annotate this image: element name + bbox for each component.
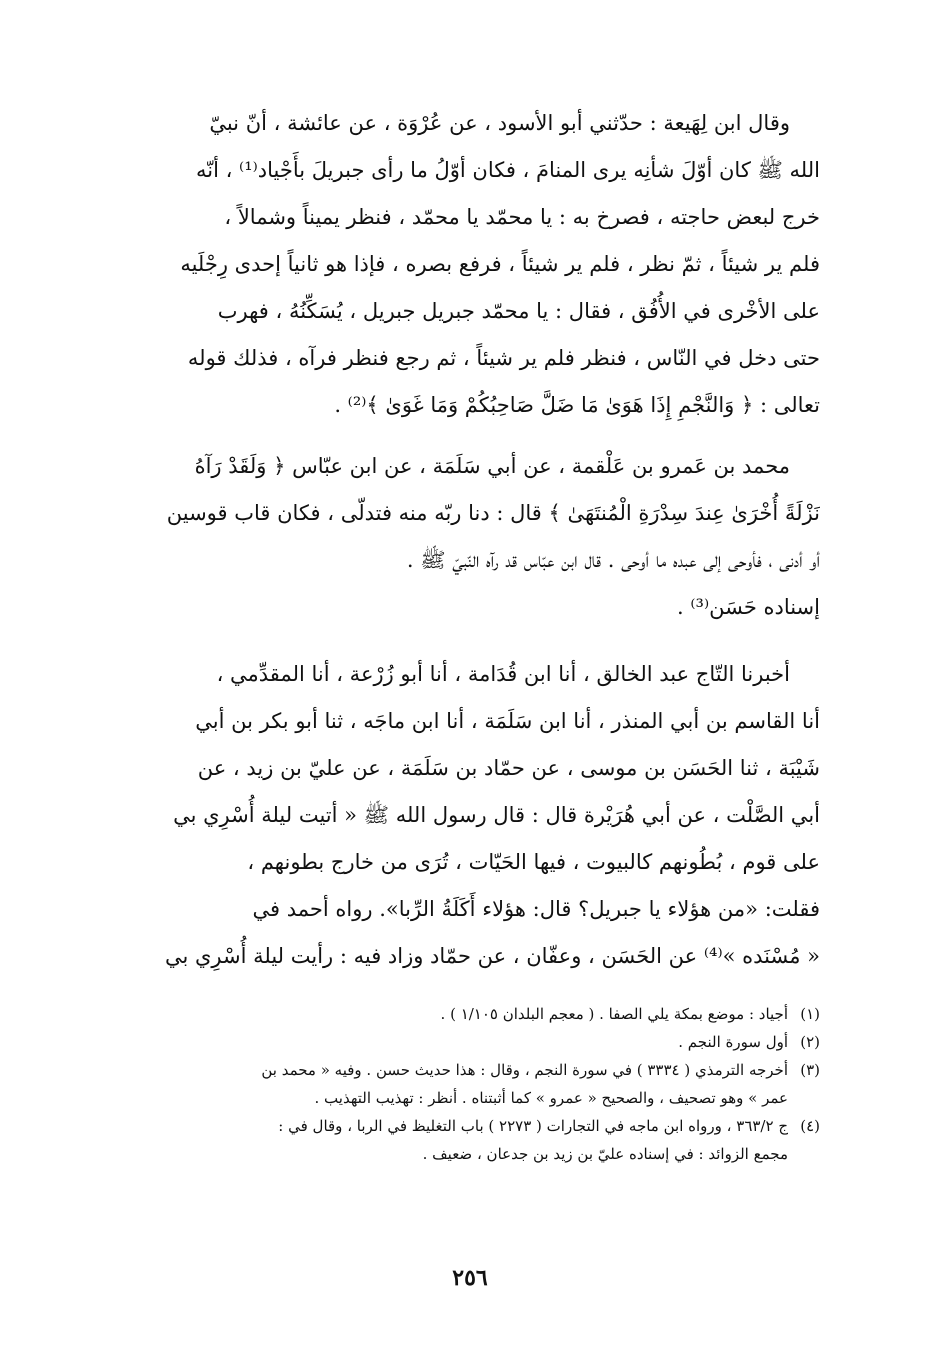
text-line: وقال ابن لِهَيعة : حدّثني أبو الأسود ، عن عُرْوَة ، عن عائشة ، أنّ نبيّ bbox=[209, 111, 790, 135]
footnote-number: (٤) bbox=[800, 1117, 820, 1135]
text-line: الله ﷺ كان أوّلَ شأنِه يرى المنامَ ، فكان أوّلُ ما رأى جبريلَ بأَجْياد⁽¹⁾ ، أنّه bbox=[195, 158, 820, 182]
paragraph-2 bbox=[100, 443, 820, 631]
text-line: على قوم ، بُطُونهم كالبيوت ، فيها الحَيّات ، تُرَى من خارج بطونهم ، bbox=[247, 850, 820, 874]
page-body bbox=[100, 100, 820, 980]
text-line: إسناده حَسَن⁽³⁾ . bbox=[677, 595, 820, 619]
footnote-4 bbox=[100, 1112, 820, 1168]
footnote-text: أخرجه الترمذي ( ٣٣٣٤ ) في سورة النجم ، وقال : هذا حديث حسن . وفيه « محمد بن bbox=[261, 1061, 788, 1079]
footnotes bbox=[100, 1000, 820, 1168]
footnote-3 bbox=[100, 1056, 820, 1112]
text-line: فلم ير شيئاً ، ثمّ نظر ، فلم ير شيئاً ، فرفع بصره ، فإذا هو ثانياً إحدى رِجْلَيه bbox=[180, 252, 820, 276]
footnote-text: أجياد : موضع بمكة يلي الصفا . ( معجم البلدان ١/١٠٥ ) . bbox=[440, 1005, 788, 1023]
footnote-text: مجمع الزوائد : في إسناده عليّ بن زيد بن جدعان ، ضعيف . bbox=[422, 1145, 788, 1163]
text-line: تعالى : ﴿ وَالنَّجْمِ إِذَا هَوَىٰ مَا ضَلَّ صَاحِبُكُمْ وَمَا غَوَىٰ ﴾⁽²⁾ . bbox=[334, 393, 820, 417]
text-line: أبي الصَّلْت ، عن أبي هُرَيْرة قال : قال رسول الله ﷺ « أتيت ليلة أُسْرِي بي bbox=[173, 803, 820, 827]
page-number: ٢٥٦ bbox=[452, 1265, 488, 1291]
footnote-number: (٣) bbox=[800, 1061, 820, 1079]
text-line: على الأخْرى في الأُفُق ، فقال : يا محمّد جبريل جبريل ، يُسَكِّنُهُ ، فهرب bbox=[217, 299, 820, 323]
footnote-text: أول سورة النجم . bbox=[678, 1033, 788, 1051]
text-line: حتى دخل في النّاس ، فنظر فلم ير شيئاً ، ثم رجع فنظر فرآه ، فذلك قوله bbox=[187, 346, 820, 370]
text-line: « مُسْنَده »⁽⁴⁾ عن الحَسَن ، وعفّان ، عن حمّاد وزاد فيه : رأيت ليلة أُسْرِي بي bbox=[164, 944, 820, 968]
paragraph-3 bbox=[100, 651, 820, 980]
footnote-text: ج ٣٦٣/٢ ، ورواه ابن ماجه في التجارات ( ٢٢٧٣ ) باب التغليظ في الربا ، وقال في : bbox=[278, 1117, 788, 1135]
text-line: فقلت: «من هؤلاء يا جبريل؟ قال: هؤلاء أَكَلَةُ الرِّبا». رواه أحمد في bbox=[252, 897, 820, 921]
paragraph-1 bbox=[100, 100, 820, 429]
text-line: خرج لبعض حاجته ، فصرخ به : يا محمّد يا محمّد ، فنظر يميناً وشمالاً ، bbox=[224, 205, 820, 229]
text-line: أنا القاسم بن أبي المنذر ، أنا ابن سَلَمَة ، أنا ابن ماجَه ، ثنا أبو بكر بن أبي bbox=[195, 709, 820, 733]
text-line: نَزْلَةً أُخْرَىٰ عِندَ سِدْرَةِ الْمُنتَهَىٰ ﴾ قال : دنا ربّه منه فتدلّى ، فكان قاب قوسين bbox=[166, 501, 820, 525]
text-line: أخبرنا التّاج عبد الخالق ، أنا ابن قُدَامة ، أنا أبو زُرْعة ، أنا المقدِّمي ، bbox=[216, 662, 790, 686]
footnote-text: عمر » وهو تصحيف ، والصحيح « عمرو » كما أثبتناه . أنظر : تهذيب التهذيب . bbox=[314, 1089, 788, 1107]
footnote-1 bbox=[100, 1000, 820, 1028]
footnote-number: (١) bbox=[800, 1005, 820, 1023]
footnote-2 bbox=[100, 1028, 820, 1056]
text-line: محمد بن عَمرو بن عَلْقمة ، عن أبي سَلَمَة ، عن ابن عبّاس ﴿ وَلَقَدْ رَآهُ bbox=[194, 454, 790, 478]
text-line: شَيْبَة ، ثنا الحَسَن بن موسى ، عن حمّاد بن سَلَمَة ، عن عليّ بن زيد ، عن bbox=[197, 756, 820, 780]
footnote-number: (٢) bbox=[800, 1033, 820, 1051]
text-line: أو أدنى ، فأوحى إلى عبده ما أوحى . قال ابن عبّاس قد رآه النّبيّ ﷺ . bbox=[406, 548, 820, 572]
